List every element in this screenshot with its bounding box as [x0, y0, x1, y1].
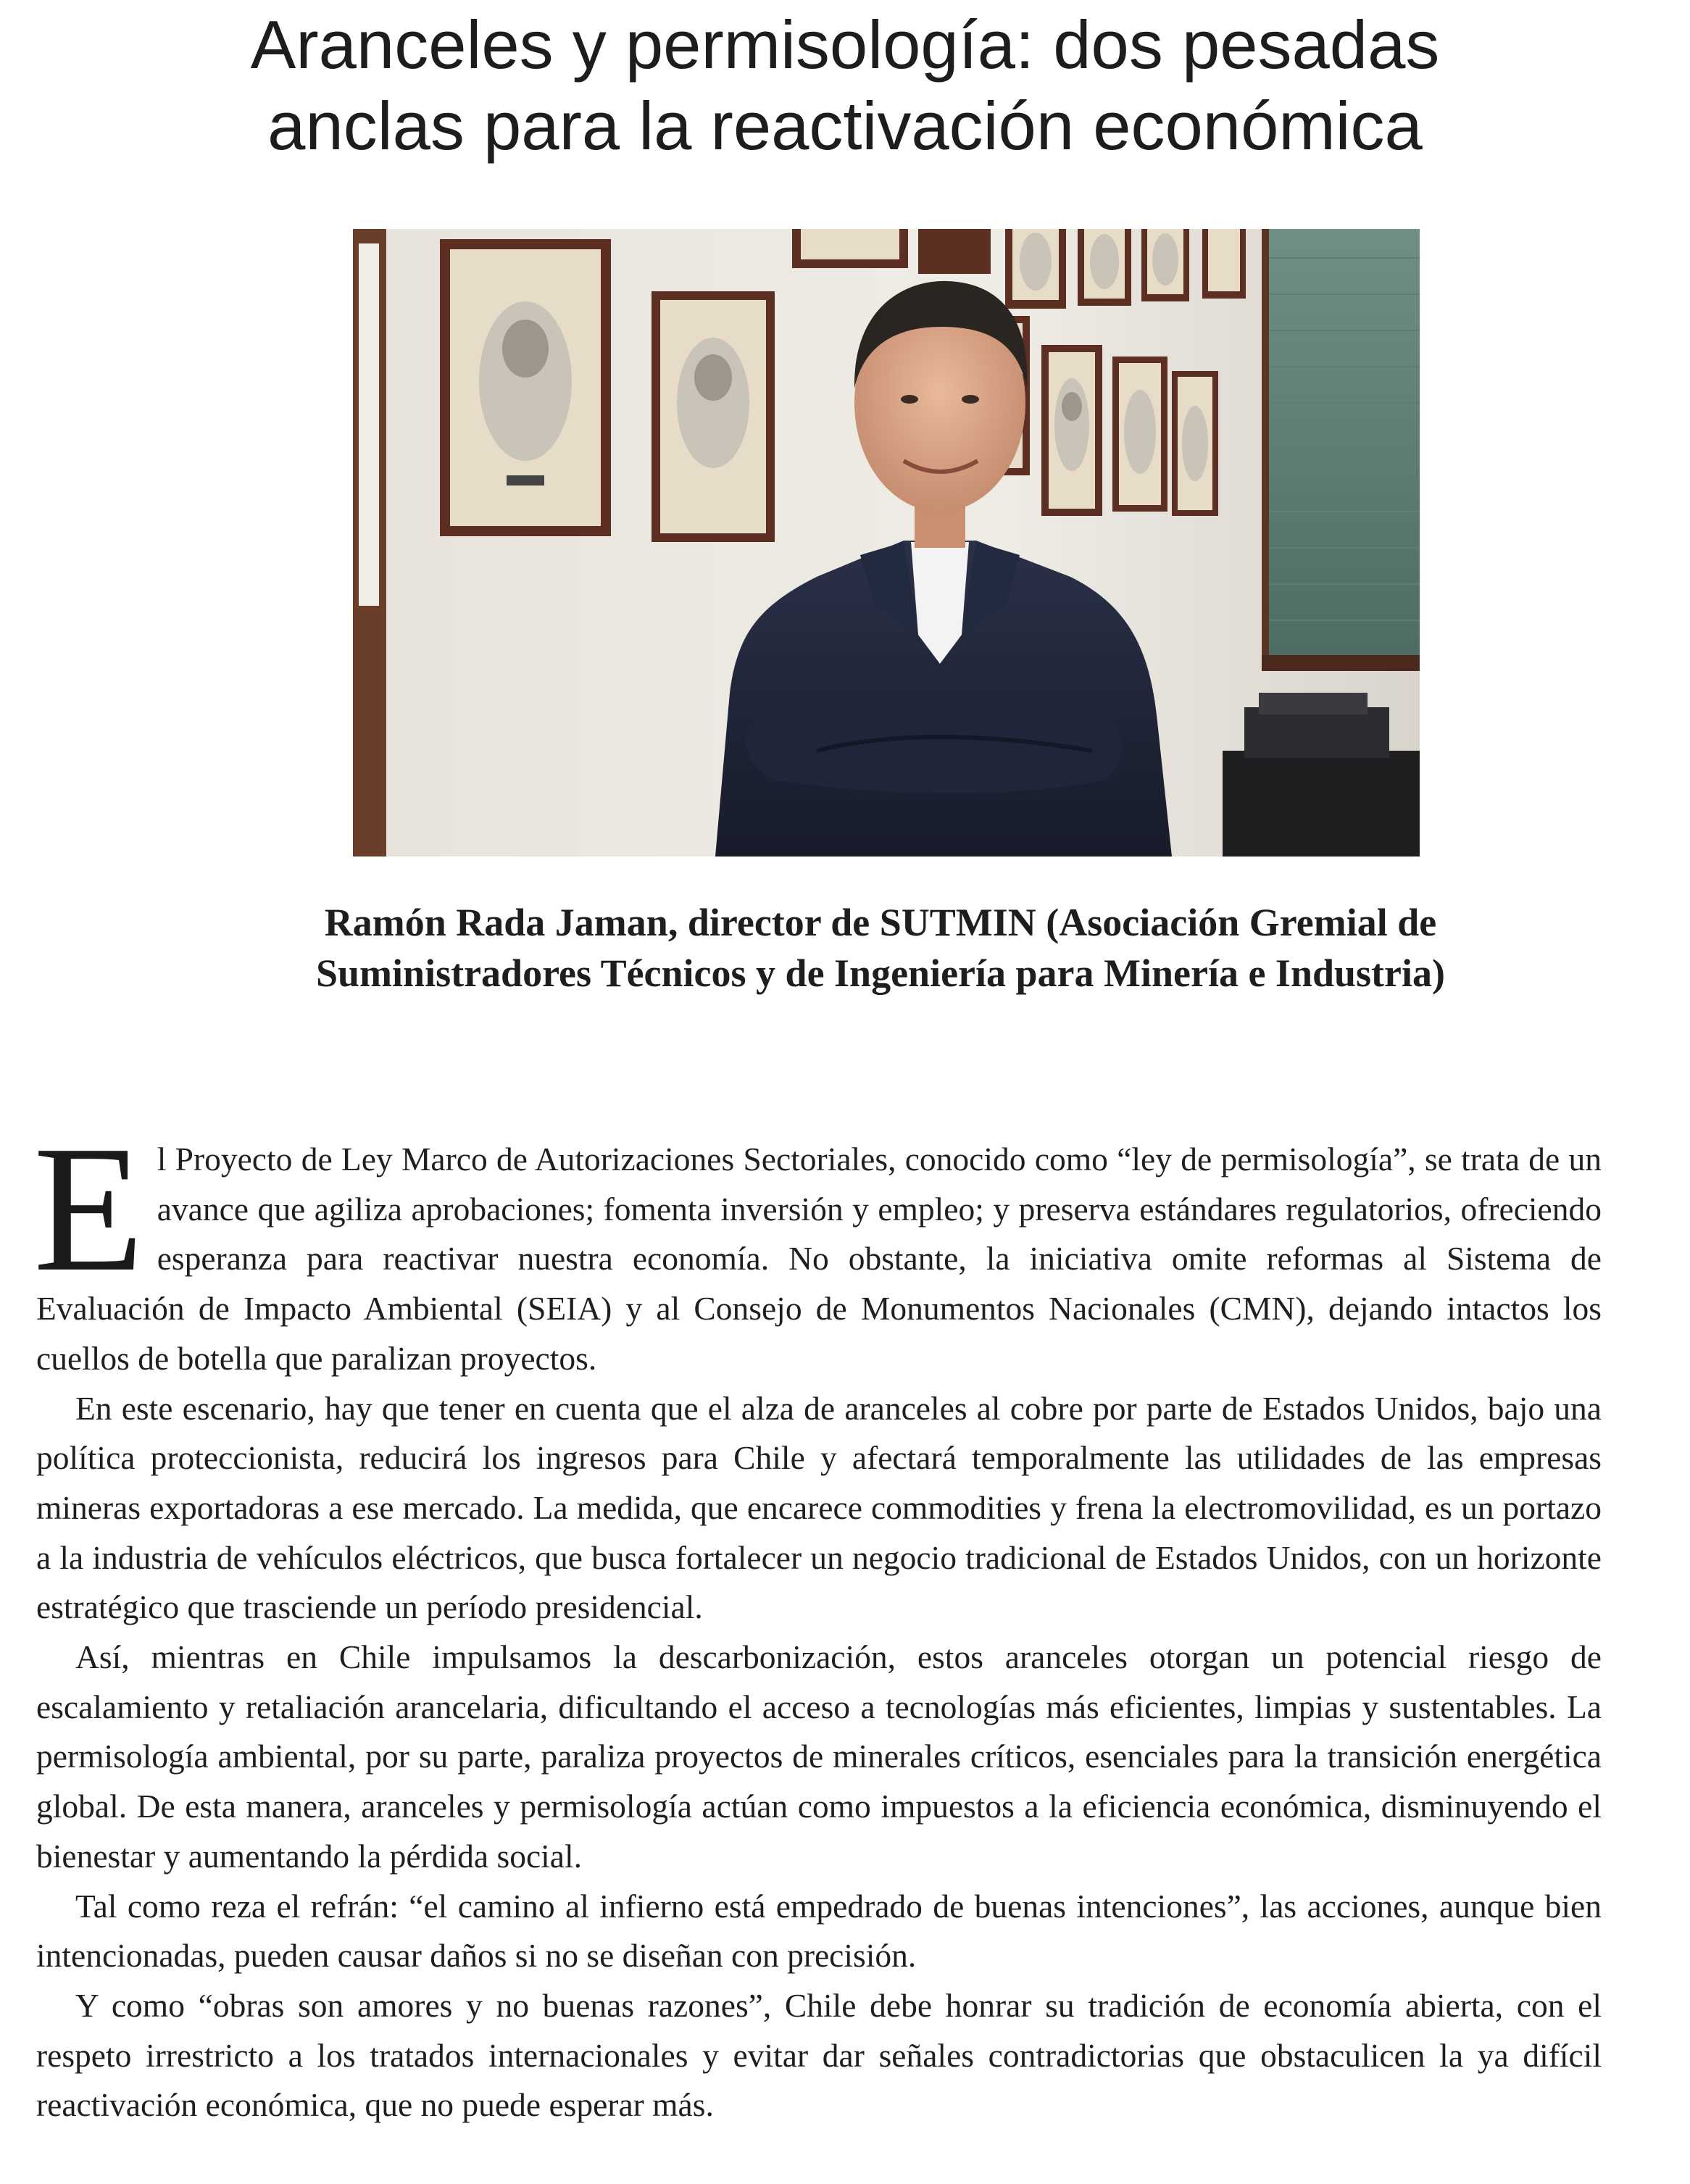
photo-caption	[174, 897, 1587, 999]
portrait-photo-icon	[353, 229, 1420, 856]
paragraph-3: Así, mientras en Chile impulsamos la descarbonización, estos aranceles otorgan un potencial riesgo de escalamiento y retaliación arancelaria, dificultando el acceso a tecnologías más eficientes, limpias y sustentables. La permisología ambiental, por su parte, paraliza proyectos de minerales críticos, esenciales para la transición energética global. De esta manera, aranceles y permisología actúan como impuestos a la eficiencia económica, disminuyendo el bienestar y aumentando la pérdida social.	[36, 1638, 1602, 1875]
headline-line-1: Aranceles y permisología: dos pesadas	[250, 7, 1440, 83]
paragraph-2: En este escenario, hay que tener en cuenta que el alza de aranceles al cobre por parte de Estados Unidos, bajo una política proteccionista, reducirá los ingresos para Chile y afectará temporalmente las utilidades de las empresas mineras exportadoras a ese mercado. La medida, que encarece commodities y frena la electromovilidad, es un portazo a la industria de vehículos eléctricos, que busca fortalecer un negocio tradicional de Estados Unidos, con un horizonte estratégico que trasciende un período presidencial.	[36, 1389, 1602, 1626]
paragraph-1: l Proyecto de Ley Marco de Autorizaciones Sectoriales, conocido como “ley de permisología”, se trata de un avance que agiliza aprobaciones; fomenta inversión y empleo; y preserva estándares regulatorios, ofreciendo esperanza para reactivar nuestra economía. No obstante, la iniciativa omite reformas al Sistema de Evaluación de Impacto Ambiental (SEIA) y al Consejo de Monumentos Nacionales (CMN), dejando intactos los cuellos de botella que paralizan proyectos.	[36, 1141, 1602, 1377]
caption-line-2: Suministradores Técnicos y de Ingeniería para Minería e Industria)	[315, 951, 1445, 995]
drop-cap: E	[33, 1109, 144, 1309]
portrait-photo	[353, 229, 1420, 856]
article-body	[33, 1109, 1602, 2130]
headline	[0, 4, 1690, 167]
caption-line-1: Ramón Rada Jaman, director de SUTMIN (Asociación Gremial de	[324, 901, 1437, 944]
paragraph-4: Tal como reza el refrán: “el camino al infierno está empedrado de buenas intenciones”, las acciones, aunque bien intencionadas, pueden causar daños si no se diseñan con precisión.	[36, 1887, 1602, 1975]
paragraph-5: Y como “obras son amores y no buenas razones”, Chile debe honrar su tradición de economía abierta, con el respeto irrestricto a los tratados internacionales y evitar dar señales contradictorias que obstaculicen la ya difícil reactivación económica, que no puede esperar más.	[36, 1986, 1602, 2124]
headline-line-2: anclas para la reactivación económica	[267, 88, 1423, 164]
